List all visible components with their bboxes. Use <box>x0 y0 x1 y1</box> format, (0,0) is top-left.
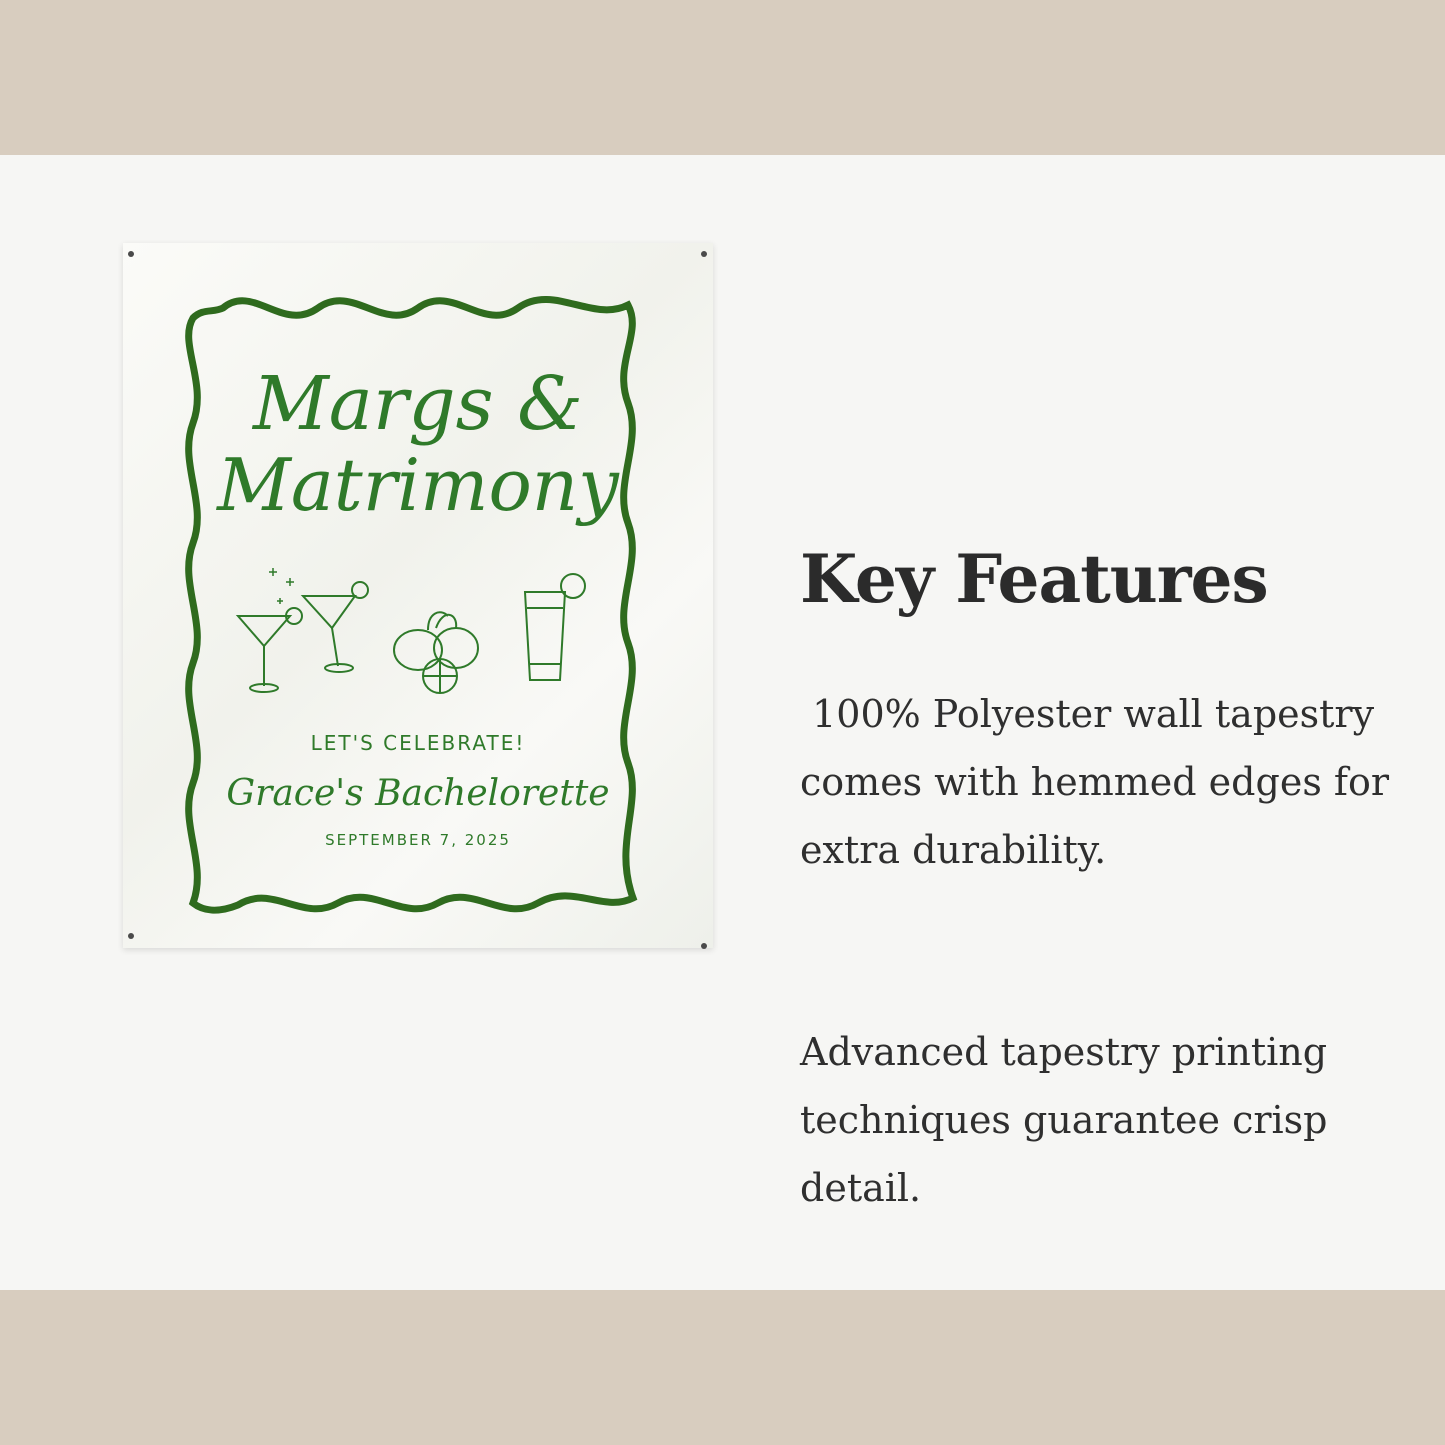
tapestry-date: SEPTEMBER 7, 2025 <box>325 831 511 849</box>
top-band <box>0 0 1445 155</box>
tapestry-title-line2: Matrimony <box>217 443 619 527</box>
feature-paragraph-2: Advanced tapestry printing techniques guarantee crisp detail. <box>800 1030 1328 1210</box>
martini-glass-icon <box>238 608 302 692</box>
sparkle-icon <box>269 568 294 604</box>
grommet <box>128 933 134 939</box>
martini-glass-icon <box>303 582 368 672</box>
shot-glass-icon <box>525 574 585 680</box>
tapestry-title-line1: Margs & <box>252 361 583 447</box>
tapestry-celebrate: LET'S CELEBRATE! <box>310 731 526 755</box>
bottom-band <box>0 1290 1445 1445</box>
feature-paragraph-1: 100% Polyester wall tapestry comes with hemmed edges for extra durability. <box>800 692 1402 872</box>
grommet <box>128 251 134 257</box>
tapestry-name: Grace's Bachelorette <box>226 773 610 814</box>
limes-icon <box>394 612 478 693</box>
grommet <box>701 251 707 257</box>
features-heading: Key Features <box>800 540 1268 618</box>
drink-illustrations <box>228 568 608 698</box>
grommet <box>701 943 707 949</box>
tapestry-image <box>123 243 713 948</box>
